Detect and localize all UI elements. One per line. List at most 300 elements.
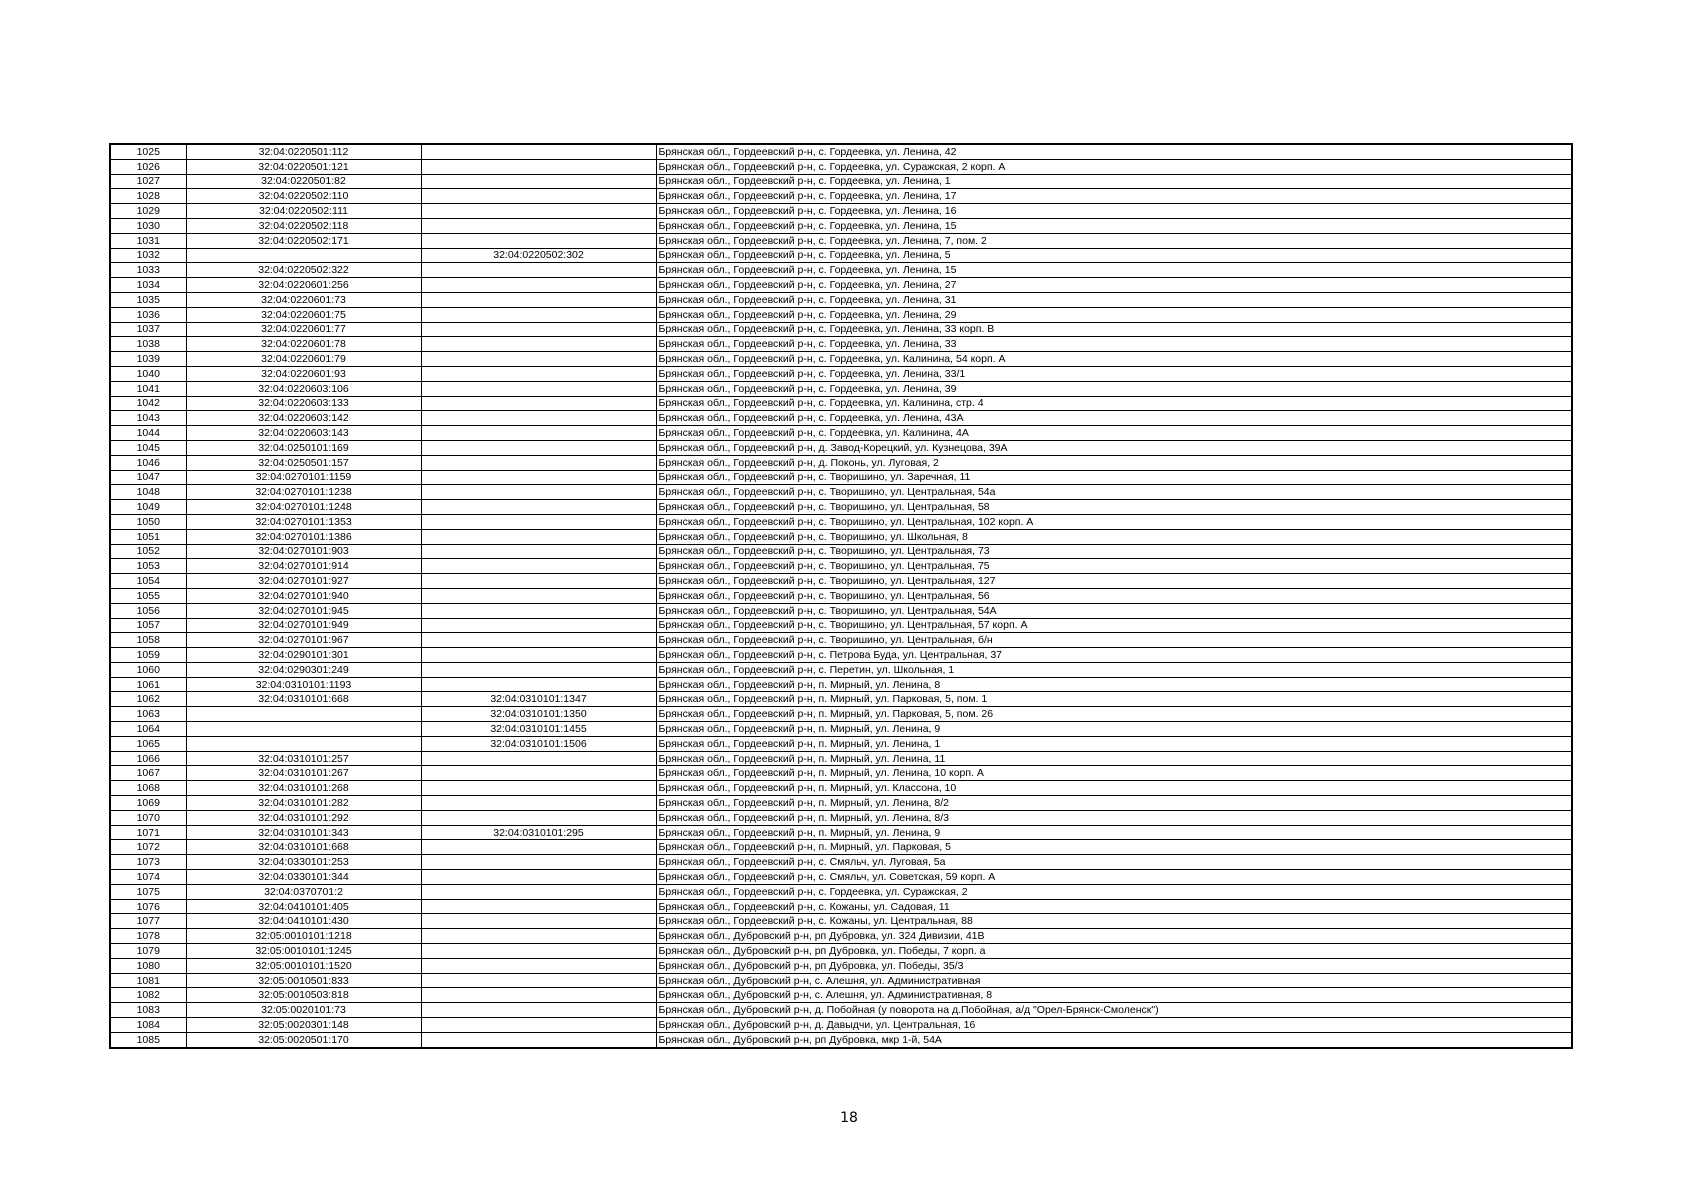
address-cell: Брянская обл., Дубровский р-н, рп Дубровка, мкр 1-й, 54А: [656, 1032, 1572, 1047]
table-row: [110, 810, 1572, 825]
cadastral-number-secondary-cell: [421, 189, 656, 204]
address-cell: Брянская обл., Дубровский р-н, д. Побойная (у поворота на д.Побойная, а/д "Орел-Брянск-Смоленск"): [656, 1003, 1572, 1018]
cadastral-number-cell: 32:04:0330101:344: [186, 870, 421, 885]
table-row: [110, 884, 1572, 899]
cadastral-number-secondary-cell: [421, 292, 656, 307]
cadastral-number-cell: 32:04:0220603:106: [186, 381, 421, 396]
cadastral-number-secondary-cell: [421, 204, 656, 219]
cadastral-number-cell: 32:04:0410101:405: [186, 899, 421, 914]
address-cell: Брянская обл., Гордеевский р-н, д. Завод-Корецкий, ул. Кузнецова, 39А: [656, 440, 1572, 455]
row-number-cell: 1038: [110, 337, 186, 352]
row-number-cell: 1025: [110, 144, 186, 159]
address-cell: Брянская обл., Гордеевский р-н, с. Гордеевка, ул. Ленина, 5: [656, 248, 1572, 263]
cadastral-number-secondary-cell: [421, 944, 656, 959]
row-number-cell: 1074: [110, 870, 186, 885]
cadastral-number-cell: 32:04:0220601:75: [186, 307, 421, 322]
row-number-cell: 1084: [110, 1018, 186, 1033]
table-row: [110, 1003, 1572, 1018]
cadastral-number-secondary-cell: [421, 559, 656, 574]
cadastral-number-secondary-cell: [421, 500, 656, 515]
table-row: [110, 189, 1572, 204]
cadastral-number-cell: 32:04:0310101:1193: [186, 677, 421, 692]
cadastral-number-secondary-cell: [421, 781, 656, 796]
cadastral-number-secondary-cell: [421, 855, 656, 870]
cadastral-number-secondary-cell: [421, 440, 656, 455]
cadastral-number-secondary-cell: [421, 751, 656, 766]
cadastral-number-secondary-cell: [421, 322, 656, 337]
row-number-cell: 1079: [110, 944, 186, 959]
row-number-cell: 1075: [110, 884, 186, 899]
row-number-cell: 1064: [110, 722, 186, 737]
address-cell: Брянская обл., Гордеевский р-н, с. Кожаны, ул. Центральная, 88: [656, 914, 1572, 929]
table-row: [110, 1032, 1572, 1047]
address-cell: Брянская обл., Гордеевский р-н, п. Мирный, ул. Ленина, 10 корп. А: [656, 766, 1572, 781]
cadastral-number-secondary-cell: [421, 633, 656, 648]
cadastral-number-secondary-cell: [421, 796, 656, 811]
table-row: [110, 470, 1572, 485]
row-number-cell: 1058: [110, 633, 186, 648]
address-cell: Брянская обл., Дубровский р-н, рп Дубровка, ул. Победы, 7 корп. а: [656, 944, 1572, 959]
cadastral-number-cell: 32:04:0370701:2: [186, 884, 421, 899]
cadastral-number-cell: 32:04:0310101:257: [186, 751, 421, 766]
row-number-cell: 1050: [110, 514, 186, 529]
cadastral-number-secondary-cell: 32:04:0220502:302: [421, 248, 656, 263]
cadastral-number-secondary-cell: [421, 174, 656, 189]
cadastral-number-cell: 32:04:0250501:157: [186, 455, 421, 470]
cadastral-number-cell: 32:04:0270101:1248: [186, 500, 421, 515]
table-row: [110, 263, 1572, 278]
cadastral-number-cell: 32:05:0010101:1218: [186, 929, 421, 944]
row-number-cell: 1067: [110, 766, 186, 781]
cadastral-number-secondary-cell: [421, 973, 656, 988]
cadastral-number-secondary-cell: [421, 470, 656, 485]
address-cell: Брянская обл., Гордеевский р-н, с. Смяльч, ул. Советская, 59 корп. А: [656, 870, 1572, 885]
cadastral-number-cell: 32:04:0220502:111: [186, 204, 421, 219]
cadastral-number-cell: 32:04:0310101:282: [186, 796, 421, 811]
cadastral-number-secondary-cell: 32:04:0310101:1506: [421, 736, 656, 751]
row-number-cell: 1044: [110, 426, 186, 441]
address-cell: Брянская обл., Гордеевский р-н, п. Мирный, ул. Ленина, 1: [656, 736, 1572, 751]
address-cell: Брянская обл., Гордеевский р-н, с. Гордеевка, ул. Ленина, 15: [656, 263, 1572, 278]
address-cell: Брянская обл., Гордеевский р-н, с. Творишино, ул. Центральная, 57 корп. А: [656, 618, 1572, 633]
row-number-cell: 1047: [110, 470, 186, 485]
cadastral-number-cell: 32:04:0220601:73: [186, 292, 421, 307]
cadastral-number-secondary-cell: [421, 588, 656, 603]
address-cell: Брянская обл., Гордеевский р-н, с. Творишино, ул. Центральная, 102 корп. А: [656, 514, 1572, 529]
row-number-cell: 1053: [110, 559, 186, 574]
cadastral-number-secondary-cell: [421, 514, 656, 529]
table-row: [110, 796, 1572, 811]
row-number-cell: 1052: [110, 544, 186, 559]
cadastral-number-secondary-cell: [421, 1003, 656, 1018]
row-number-cell: 1085: [110, 1032, 186, 1047]
table-row: [110, 662, 1572, 677]
table-row: [110, 914, 1572, 929]
address-cell: Брянская обл., Гордеевский р-н, с. Гордеевка, ул. Ленина, 33: [656, 337, 1572, 352]
row-number-cell: 1046: [110, 455, 186, 470]
row-number-cell: 1039: [110, 352, 186, 367]
address-cell: Брянская обл., Дубровский р-н, с. Алешня, ул. Административная, 8: [656, 988, 1572, 1003]
cadastral-number-cell: 32:04:0270101:903: [186, 544, 421, 559]
cadastral-number-cell: 32:04:0270101:1159: [186, 470, 421, 485]
row-number-cell: 1036: [110, 307, 186, 322]
row-number-cell: 1042: [110, 396, 186, 411]
cadastral-number-cell: 32:04:0310101:292: [186, 810, 421, 825]
cadastral-number-cell: 32:04:0270101:967: [186, 633, 421, 648]
table-row: [110, 559, 1572, 574]
address-cell: Брянская обл., Гордеевский р-н, с. Гордеевка, ул. Ленина, 42: [656, 144, 1572, 159]
address-cell: Брянская обл., Гордеевский р-н, п. Мирный, ул. Ленина, 8/3: [656, 810, 1572, 825]
cadastral-number-secondary-cell: [421, 884, 656, 899]
table-row: [110, 381, 1572, 396]
row-number-cell: 1033: [110, 263, 186, 278]
address-cell: Брянская обл., Гордеевский р-н, с. Гордеевка, ул. Ленина, 43А: [656, 411, 1572, 426]
cadastral-number-cell: 32:04:0250101:169: [186, 440, 421, 455]
table-row: [110, 574, 1572, 589]
cadastral-number-cell: 32:04:0270101:949: [186, 618, 421, 633]
cadastral-number-secondary-cell: [421, 1018, 656, 1033]
row-number-cell: 1048: [110, 485, 186, 500]
address-cell: Брянская обл., Гордеевский р-н, с. Творишино, ул. Центральная, 127: [656, 574, 1572, 589]
table-row: [110, 988, 1572, 1003]
cadastral-number-secondary-cell: [421, 574, 656, 589]
cadastral-number-cell: 32:04:0270101:945: [186, 603, 421, 618]
table-row: [110, 692, 1572, 707]
table-row: [110, 588, 1572, 603]
row-number-cell: 1078: [110, 929, 186, 944]
cadastral-number-secondary-cell: 32:04:0310101:1455: [421, 722, 656, 737]
page-number: 18: [840, 1110, 858, 1126]
address-cell: Брянская обл., Гордеевский р-н, с. Гордеевка, ул. Ленина, 31: [656, 292, 1572, 307]
row-number-cell: 1031: [110, 233, 186, 248]
address-cell: Брянская обл., Гордеевский р-н, с. Гордеевка, ул. Ленина, 17: [656, 189, 1572, 204]
cadastral-number-secondary-cell: [421, 929, 656, 944]
cadastral-number-cell: 32:05:0010501:833: [186, 973, 421, 988]
cadastral-number-cell: 32:04:0410101:430: [186, 914, 421, 929]
row-number-cell: 1041: [110, 381, 186, 396]
table-row: [110, 278, 1572, 293]
address-cell: Брянская обл., Дубровский р-н, рп Дубровка, ул. 324 Дивизии, 41В: [656, 929, 1572, 944]
cadastral-number-cell: 32:04:0310101:668: [186, 692, 421, 707]
row-number-cell: 1062: [110, 692, 186, 707]
table-row: [110, 248, 1572, 263]
cadastral-number-cell: 32:04:0220501:112: [186, 144, 421, 159]
row-number-cell: 1028: [110, 189, 186, 204]
row-number-cell: 1037: [110, 322, 186, 337]
table-row: [110, 366, 1572, 381]
cadastral-number-secondary-cell: [421, 988, 656, 1003]
row-number-cell: 1066: [110, 751, 186, 766]
cadastral-number-cell: 32:05:0020501:170: [186, 1032, 421, 1047]
row-number-cell: 1073: [110, 855, 186, 870]
address-cell: Брянская обл., Гордеевский р-н, с. Творишино, ул. Центральная, 58: [656, 500, 1572, 515]
cadastral-number-cell: 32:04:0220502:171: [186, 233, 421, 248]
address-cell: Брянская обл., Гордеевский р-н, с. Гордеевка, ул. Ленина, 39: [656, 381, 1572, 396]
table-row: [110, 855, 1572, 870]
address-cell: Брянская обл., Дубровский р-н, рп Дубровка, ул. Победы, 35/3: [656, 958, 1572, 973]
cadastral-number-cell: 32:04:0270101:1353: [186, 514, 421, 529]
cadastral-number-secondary-cell: 32:04:0310101:1350: [421, 707, 656, 722]
cadastral-number-secondary-cell: [421, 366, 656, 381]
cadastral-number-secondary-cell: [421, 958, 656, 973]
row-number-cell: 1059: [110, 648, 186, 663]
row-number-cell: 1057: [110, 618, 186, 633]
table-row: [110, 426, 1572, 441]
cadastral-number-secondary-cell: 32:04:0310101:1347: [421, 692, 656, 707]
table-row: [110, 529, 1572, 544]
table-row: [110, 944, 1572, 959]
table-row: [110, 603, 1572, 618]
address-cell: Брянская обл., Гордеевский р-н, с. Гордеевка, ул. Суражская, 2: [656, 884, 1572, 899]
cadastral-number-secondary-cell: [421, 662, 656, 677]
row-number-cell: 1032: [110, 248, 186, 263]
cadastral-number-cell: 32:04:0220601:78: [186, 337, 421, 352]
row-number-cell: 1069: [110, 796, 186, 811]
cadastral-number-cell: 32:04:0270101:940: [186, 588, 421, 603]
address-cell: Брянская обл., Гордеевский р-н, с. Гордеевка, ул. Калинина, стр. 4: [656, 396, 1572, 411]
cadastral-number-secondary-cell: [421, 840, 656, 855]
address-cell: Брянская обл., Гордеевский р-н, с. Гордеевка, ул. Калинина, 4А: [656, 426, 1572, 441]
cadastral-number-secondary-cell: [421, 278, 656, 293]
address-cell: Брянская обл., Гордеевский р-н, с. Гордеевка, ул. Ленина, 15: [656, 218, 1572, 233]
cadastral-number-secondary-cell: [421, 263, 656, 278]
address-cell: Брянская обл., Гордеевский р-н, п. Мирный, ул. Классона, 10: [656, 781, 1572, 796]
cadastral-number-secondary-cell: [421, 218, 656, 233]
cadastral-number-secondary-cell: [421, 870, 656, 885]
table-row: [110, 781, 1572, 796]
cadastral-number-secondary-cell: [421, 144, 656, 159]
table-row: [110, 174, 1572, 189]
address-cell: Брянская обл., Дубровский р-н, д. Давыдчи, ул. Центральная, 16: [656, 1018, 1572, 1033]
row-number-cell: 1083: [110, 1003, 186, 1018]
address-cell: Брянская обл., Гордеевский р-н, п. Мирный, ул. Ленина, 9: [656, 722, 1572, 737]
table-row: [110, 677, 1572, 692]
row-number-cell: 1054: [110, 574, 186, 589]
cadastral-number-cell: 32:04:0290301:249: [186, 662, 421, 677]
address-cell: Брянская обл., Гордеевский р-н, с. Петрова Буда, ул. Центральная, 37: [656, 648, 1572, 663]
address-cell: Брянская обл., Гордеевский р-н, п. Мирный, ул. Парковая, 5, пом. 1: [656, 692, 1572, 707]
address-cell: Брянская обл., Гордеевский р-н, п. Мирный, ул. Ленина, 8: [656, 677, 1572, 692]
table-row: [110, 514, 1572, 529]
address-cell: Брянская обл., Дубровский р-н, с. Алешня, ул. Административная: [656, 973, 1572, 988]
cadastral-number-cell: 32:04:0220502:322: [186, 263, 421, 278]
table-row: [110, 500, 1572, 515]
table-body: [110, 144, 1572, 1048]
cadastral-number-secondary-cell: [421, 544, 656, 559]
address-cell: Брянская обл., Гордеевский р-н, с. Гордеевка, ул. Ленина, 7, пом. 2: [656, 233, 1572, 248]
row-number-cell: 1055: [110, 588, 186, 603]
cadastral-number-cell: 32:04:0220601:79: [186, 352, 421, 367]
cadastral-number-cell: 32:04:0270101:1386: [186, 529, 421, 544]
address-cell: Брянская обл., Гордеевский р-н, п. Мирный, ул. Парковая, 5, пом. 26: [656, 707, 1572, 722]
row-number-cell: 1040: [110, 366, 186, 381]
cadastral-number-cell: [186, 248, 421, 263]
cadastral-number-secondary-cell: [421, 455, 656, 470]
address-cell: Брянская обл., Гордеевский р-н, с. Гордеевка, ул. Ленина, 27: [656, 278, 1572, 293]
cadastral-number-cell: 32:05:0020101:73: [186, 1003, 421, 1018]
table-row: [110, 1018, 1572, 1033]
cadastral-number-secondary-cell: [421, 337, 656, 352]
address-cell: Брянская обл., Гордеевский р-н, п. Мирный, ул. Парковая, 5: [656, 840, 1572, 855]
address-cell: Брянская обл., Гордеевский р-н, с. Творишино, ул. Центральная, 73: [656, 544, 1572, 559]
row-number-cell: 1026: [110, 159, 186, 174]
table-row: [110, 455, 1572, 470]
table-row: [110, 825, 1572, 840]
cadastral-number-cell: 32:04:0220601:77: [186, 322, 421, 337]
table-row: [110, 440, 1572, 455]
row-number-cell: 1027: [110, 174, 186, 189]
row-number-cell: 1049: [110, 500, 186, 515]
address-cell: Брянская обл., Гордеевский р-н, с. Гордеевка, ул. Ленина, 16: [656, 204, 1572, 219]
row-number-cell: 1030: [110, 218, 186, 233]
table-row: [110, 973, 1572, 988]
row-number-cell: 1060: [110, 662, 186, 677]
cadastral-number-cell: 32:04:0290101:301: [186, 648, 421, 663]
row-number-cell: 1061: [110, 677, 186, 692]
address-cell: Брянская обл., Гордеевский р-н, с. Гордеевка, ул. Суражская, 2 корп. А: [656, 159, 1572, 174]
row-number-cell: 1029: [110, 204, 186, 219]
address-cell: Брянская обл., Гордеевский р-н, с. Гордеевка, ул. Ленина, 1: [656, 174, 1572, 189]
row-number-cell: 1034: [110, 278, 186, 293]
cadastral-number-secondary-cell: [421, 529, 656, 544]
row-number-cell: 1043: [110, 411, 186, 426]
row-number-cell: 1035: [110, 292, 186, 307]
row-number-cell: 1056: [110, 603, 186, 618]
table-row: [110, 840, 1572, 855]
cadastral-number-secondary-cell: [421, 914, 656, 929]
address-cell: Брянская обл., Гордеевский р-н, с. Творишино, ул. Центральная, 75: [656, 559, 1572, 574]
address-cell: Брянская обл., Гордеевский р-н, с. Кожаны, ул. Садовая, 11: [656, 899, 1572, 914]
table-row: [110, 751, 1572, 766]
table-row: [110, 322, 1572, 337]
address-cell: Брянская обл., Гордеевский р-н, с. Творишино, ул. Центральная, б/н: [656, 633, 1572, 648]
cadastral-number-cell: 32:04:0310101:668: [186, 840, 421, 855]
table-row: [110, 648, 1572, 663]
cadastral-number-cell: 32:04:0270101:914: [186, 559, 421, 574]
cadastral-number-secondary-cell: [421, 485, 656, 500]
cadastral-number-cell: 32:04:0270101:1238: [186, 485, 421, 500]
cadastral-number-cell: 32:04:0220601:93: [186, 366, 421, 381]
address-cell: Брянская обл., Гордеевский р-н, с. Перетин, ул. Школьная, 1: [656, 662, 1572, 677]
cadastral-number-secondary-cell: 32:04:0310101:295: [421, 825, 656, 840]
row-number-cell: 1072: [110, 840, 186, 855]
cadastral-number-cell: 32:04:0270101:927: [186, 574, 421, 589]
table-row: [110, 352, 1572, 367]
address-cell: Брянская обл., Гордеевский р-н, п. Мирный, ул. Ленина, 11: [656, 751, 1572, 766]
table-row: [110, 144, 1572, 159]
row-number-cell: 1045: [110, 440, 186, 455]
cadastral-number-cell: 32:04:0220502:118: [186, 218, 421, 233]
property-table: [109, 143, 1573, 1049]
cadastral-number-cell: 32:04:0310101:268: [186, 781, 421, 796]
table-row: [110, 722, 1572, 737]
cadastral-number-secondary-cell: [421, 618, 656, 633]
table-row: [110, 707, 1572, 722]
table-row: [110, 337, 1572, 352]
table-row: [110, 411, 1572, 426]
row-number-cell: 1065: [110, 736, 186, 751]
address-cell: Брянская обл., Гордеевский р-н, с. Гордеевка, ул. Ленина, 29: [656, 307, 1572, 322]
cadastral-number-cell: 32:04:0220502:110: [186, 189, 421, 204]
cadastral-number-cell: [186, 722, 421, 737]
cadastral-number-secondary-cell: [421, 766, 656, 781]
table-row: [110, 307, 1572, 322]
cadastral-number-cell: 32:04:0220603:133: [186, 396, 421, 411]
table-row: [110, 736, 1572, 751]
table-row: [110, 618, 1572, 633]
table-row: [110, 544, 1572, 559]
row-number-cell: 1063: [110, 707, 186, 722]
cadastral-number-secondary-cell: [421, 307, 656, 322]
table-row: [110, 233, 1572, 248]
cadastral-number-cell: [186, 736, 421, 751]
row-number-cell: 1070: [110, 810, 186, 825]
cadastral-number-secondary-cell: [421, 426, 656, 441]
row-number-cell: 1071: [110, 825, 186, 840]
cadastral-number-secondary-cell: [421, 899, 656, 914]
cadastral-number-cell: 32:04:0220603:143: [186, 426, 421, 441]
table-row: [110, 958, 1572, 973]
cadastral-number-secondary-cell: [421, 159, 656, 174]
cadastral-number-cell: 32:05:0010101:1520: [186, 958, 421, 973]
cadastral-number-cell: 32:05:0010101:1245: [186, 944, 421, 959]
row-number-cell: 1082: [110, 988, 186, 1003]
address-cell: Брянская обл., Гордеевский р-н, с. Творишино, ул. Центральная, 56: [656, 588, 1572, 603]
table-row: [110, 292, 1572, 307]
cadastral-number-secondary-cell: [421, 677, 656, 692]
table-row: [110, 159, 1572, 174]
cadastral-number-secondary-cell: [421, 233, 656, 248]
address-cell: Брянская обл., Гордеевский р-н, с. Творишино, ул. Школьная, 8: [656, 529, 1572, 544]
cadastral-number-secondary-cell: [421, 352, 656, 367]
cadastral-number-cell: 32:05:0010503:818: [186, 988, 421, 1003]
address-cell: Брянская обл., Гордеевский р-н, п. Мирный, ул. Ленина, 8/2: [656, 796, 1572, 811]
table-row: [110, 870, 1572, 885]
row-number-cell: 1068: [110, 781, 186, 796]
row-number-cell: 1080: [110, 958, 186, 973]
address-cell: Брянская обл., Гордеевский р-н, с. Гордеевка, ул. Калинина, 54 корп. А: [656, 352, 1572, 367]
row-number-cell: 1051: [110, 529, 186, 544]
table-row: [110, 218, 1572, 233]
cadastral-number-cell: 32:04:0220501:82: [186, 174, 421, 189]
cadastral-number-secondary-cell: [421, 411, 656, 426]
cadastral-number-secondary-cell: [421, 381, 656, 396]
table-row: [110, 766, 1572, 781]
cadastral-number-cell: 32:05:0020301:148: [186, 1018, 421, 1033]
address-cell: Брянская обл., Гордеевский р-н, с. Творишино, ул. Центральная, 54а: [656, 485, 1572, 500]
address-cell: Брянская обл., Гордеевский р-н, с. Творишино, ул. Заречная, 11: [656, 470, 1572, 485]
cadastral-number-secondary-cell: [421, 396, 656, 411]
row-number-cell: 1077: [110, 914, 186, 929]
address-cell: Брянская обл., Гордеевский р-н, с. Творишино, ул. Центральная, 54А: [656, 603, 1572, 618]
cadastral-number-cell: 32:04:0330101:253: [186, 855, 421, 870]
row-number-cell: 1081: [110, 973, 186, 988]
address-cell: Брянская обл., Гордеевский р-н, с. Гордеевка, ул. Ленина, 33 корп. В: [656, 322, 1572, 337]
cadastral-number-secondary-cell: [421, 1032, 656, 1047]
address-cell: Брянская обл., Гордеевский р-н, п. Мирный, ул. Ленина, 9: [656, 825, 1572, 840]
cadastral-number-cell: [186, 707, 421, 722]
table-row: [110, 899, 1572, 914]
cadastral-number-cell: 32:04:0220501:121: [186, 159, 421, 174]
table-row: [110, 485, 1572, 500]
cadastral-number-cell: 32:04:0220603:142: [186, 411, 421, 426]
cadastral-number-cell: 32:04:0310101:267: [186, 766, 421, 781]
table-row: [110, 396, 1572, 411]
table-row: [110, 204, 1572, 219]
address-cell: Брянская обл., Гордеевский р-н, с. Гордеевка, ул. Ленина, 33/1: [656, 366, 1572, 381]
cadastral-number-secondary-cell: [421, 810, 656, 825]
address-cell: Брянская обл., Гордеевский р-н, с. Смяльч, ул. Луговая, 5а: [656, 855, 1572, 870]
